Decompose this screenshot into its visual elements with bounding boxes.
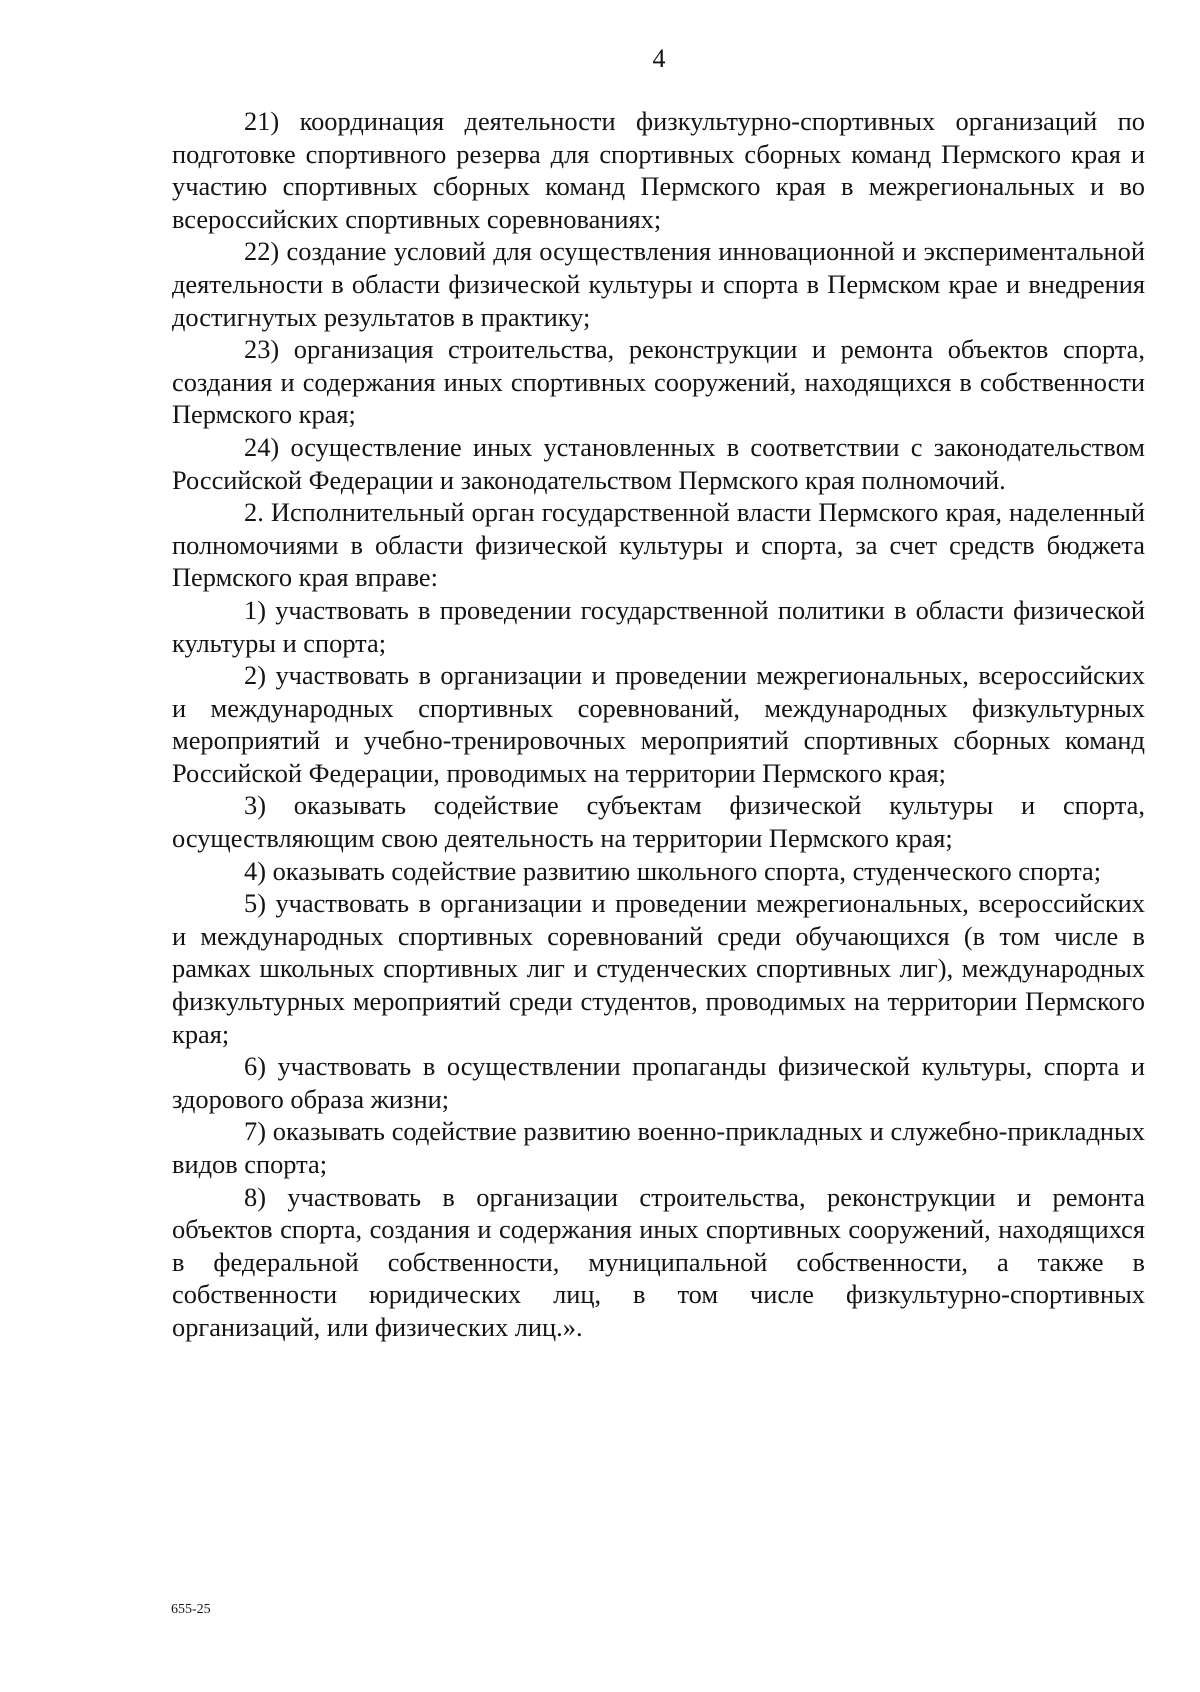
paragraph-item-22: 22) создание условий для осуществления инновационной и экспериментальной деятельности в области физической культуры и спорта в Пермском крае и внедрения достигнутых результатов в практику; <box>172 236 1145 332</box>
paragraph-right-1: 1) участвовать в проведении государственной политики в области физической культуры и спорта; <box>172 594 1145 658</box>
paragraph-right-5: 5) участвовать в организации и проведении межрегиональных, всероссийских и международных спортивных соревнований среди обучающихся (в том числе в рамках школьных спортивных лиг и студенческих спортивных лиг), международных физкультурных мероприятий среди студентов, проводимых на территории Пермского края; <box>172 888 1145 1049</box>
paragraph-item-23: 23) организация строительства, реконструкции и ремонта объектов спорта, создания и содержания иных спортивных сооружений, находящихся в собственности Пермского края; <box>172 334 1145 430</box>
paragraph-right-7: 7) оказывать содействие развитию военно-прикладных и служебно-прикладных видов спорта; <box>172 1116 1145 1179</box>
paragraph-right-8: 8) участвовать в организации строительства, реконструкции и ремонта объектов спорта, создания и содержания иных спортивных сооружений, находящихся в федеральной собственности, муниципальной собственности, а также в собственности юридических лиц, в том числе физкультурно-спортивных организаций, или физических лиц.». <box>172 1181 1145 1342</box>
paragraph-right-3: 3) оказывать содействие субъектам физической культуры и спорта, осуществляющим свою деятельность на территории Пермского края; <box>172 790 1145 854</box>
paragraph-right-6: 6) участвовать в осуществлении пропаганды физической культуры, спорта и здорового образа жизни; <box>172 1051 1145 1114</box>
paragraph-right-4: 4) оказывать содействие развитию школьного спорта, студенческого спорта; <box>244 855 1102 886</box>
paragraph-right-2: 2) участвовать в организации и проведении межрегиональных, всероссийских и международных спортивных соревнований, международных физкультурных мероприятий и учебно-тренировочных мероприятий спортивных сборных команд Российской Федерации, проводимых на территории Пермского края; <box>172 660 1145 788</box>
document-code: 655-25 <box>171 1602 211 1617</box>
page-number: 4 <box>652 44 666 73</box>
paragraph-section-2: 2. Исполнительный орган государственной власти Пермского края, наделенный полномочиями в области физической культуры и спорта, за счет средств бюджета Пермского края вправе: <box>172 497 1145 593</box>
paragraph-item-21: 21) координация деятельности физкультурно-спортивных организаций по подготовке спортивного резерва для спортивных сборных команд Пермского края и участию спортивных сборных команд Пермского края в межрегиональных и во всероссийских спортивных соревнованиях; <box>172 106 1145 234</box>
paragraph-item-24: 24) осуществление иных установленных в соответствии с законодательством Российской Федерации и законодательством Пермского края полномочий. <box>172 431 1145 495</box>
document-body <box>172 105 1145 1344</box>
